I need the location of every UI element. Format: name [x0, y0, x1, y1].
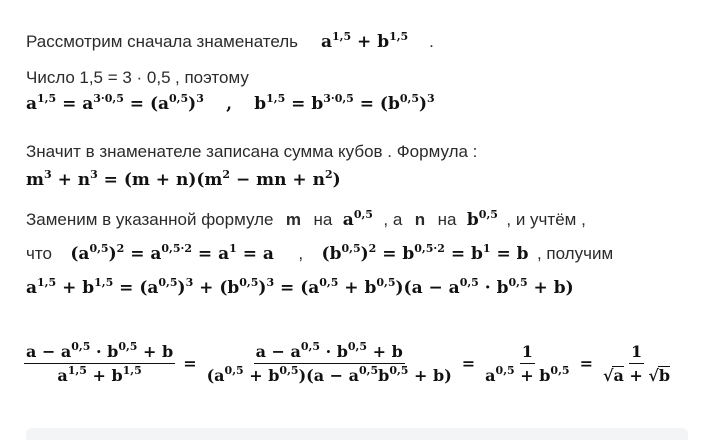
equals-sign-1: =	[183, 354, 197, 373]
denominator-formula: $a^{1,5} + b^{1,5}$	[320, 30, 409, 52]
final-fraction-chain	[24, 342, 672, 385]
equals-sign-2: =	[461, 354, 476, 373]
variable-n: n	[414, 210, 426, 229]
b-power-rewrite: $b^{1,5} = b^{3\cdot 0,5} = (b^{0,5})^3$	[254, 92, 435, 114]
fraction-final-numerator: 1	[629, 342, 644, 364]
b-half-power: $b^{0,5}$	[466, 208, 498, 230]
intro-line	[26, 32, 434, 52]
word-and: , а	[383, 210, 403, 229]
formula-separator: ,	[208, 94, 250, 114]
substitution-tail: , и учтём ,	[506, 210, 586, 229]
bottom-panel	[26, 428, 688, 440]
fraction-reduced-denominator: $a^{0,5} + b^{0,5}$	[485, 364, 570, 385]
fraction-expanded-numerator: $a - a^{0,5} \cdot b^{0,5} + b$	[254, 342, 405, 364]
factorization-formula	[26, 278, 574, 298]
substitution-prefix: Заменим в указанной формуле	[26, 210, 274, 229]
intro-text: Рассмотрим сначала знаменатель	[26, 32, 299, 51]
identities-tail: , получим	[536, 244, 614, 263]
fraction-original	[24, 342, 175, 385]
fraction-reduced-numerator: 1	[520, 342, 535, 364]
identities-line	[26, 244, 613, 264]
fraction-final-denominator: √a + √b	[602, 366, 671, 385]
fraction-final	[601, 342, 672, 385]
fraction-original-denominator: $a^{1,5} + b^{1,5}$	[57, 364, 142, 385]
power-rewrite-formula	[26, 94, 435, 114]
a-half-power: $a^{0,5}$	[342, 208, 373, 230]
cube-sum-expression: $m^3 + n^3 = (m + n)(m^2$ − mn + $n^2$)	[26, 168, 341, 190]
fraction-expanded-denominator: $(a^{0,5} + b^{0,5})(a - a^{0,5}b^{0,5} + b)$	[206, 364, 452, 385]
a-power-rewrite: $a^{1,5} = a^{3\cdot 0,5} = (a^{0,5})^3$	[26, 92, 204, 114]
intro-period: .	[429, 32, 434, 51]
word-that: что	[26, 244, 52, 263]
number-prefix: Число	[26, 68, 75, 87]
number-suffix: , поэтому	[175, 68, 249, 87]
a-identity: $(a^{0,5})^2 = a^{0,5\cdot 2} = a^1 = a$	[70, 242, 274, 264]
number-value: 1,5 = 3 · 0,5	[79, 68, 171, 87]
b-identity: $(b^{0,5})^2 = b^{0,5\cdot 2} = b^1 = b$	[321, 242, 529, 264]
variable-m: m	[285, 210, 302, 229]
fraction-original-numerator: $a - a^{0,5} \cdot b^{0,5} + b$	[24, 342, 175, 364]
fraction-expanded	[205, 342, 454, 385]
substitution-line	[26, 210, 586, 230]
number-line	[26, 68, 249, 88]
word-na-1: на	[313, 210, 333, 229]
factorization-expression: $a^{1,5} + b^{1,5} = (a^{0,5})^3 + (b^{0,5})^3 = (a^{0,5} + b^{0,5})(a - a^{0,5} \cdot b^{0,5} + b)$	[26, 276, 574, 298]
sum-of-cubes-line	[26, 142, 477, 162]
word-na-2: на	[437, 210, 457, 229]
cube-sum-formula	[26, 170, 341, 190]
fraction-reduced	[483, 342, 571, 385]
sum-of-cubes-text: Значит в знаменателе записана сумма кубов . Формула :	[26, 142, 478, 161]
identities-comma: ,	[298, 244, 304, 263]
equals-sign-3: =	[579, 354, 593, 373]
